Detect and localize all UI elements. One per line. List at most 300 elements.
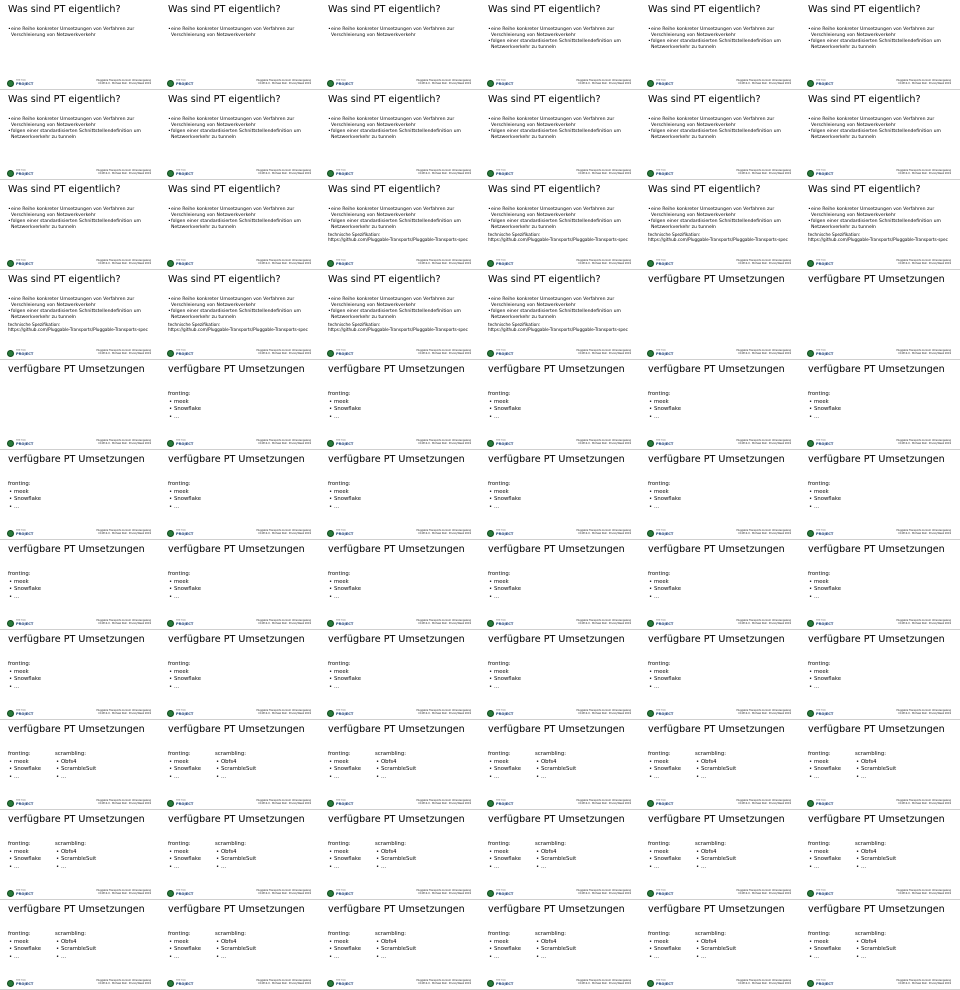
fronting-item: • meek <box>328 849 361 857</box>
fronting-item: • ... <box>808 954 841 962</box>
slide-thumbnail[interactable] <box>320 360 480 450</box>
footer-line-2: CC-BY-4.0 · Michael Pelz · PrivacyWeek 2019 <box>418 442 471 446</box>
scrambling-label: scrambling: <box>535 751 567 757</box>
slide-title: verfügbare PT Umsetzungen <box>328 634 465 645</box>
logo-text-bottom: PROJECT <box>336 532 354 536</box>
fronting-item: • ... <box>808 414 841 422</box>
logo-text-top: THE TOR <box>336 979 346 982</box>
slide-footer <box>640 349 800 359</box>
slide-thumbnail[interactable] <box>320 720 480 810</box>
fronting-item: • Snowflake <box>328 856 361 864</box>
fronting-item: • ... <box>8 684 41 692</box>
fronting-item: • meek <box>488 579 521 587</box>
footer-credits <box>416 529 471 535</box>
logo-text-top: THE TOR <box>656 169 666 172</box>
fronting-column <box>488 571 521 601</box>
logo-text-bottom: PROJECT <box>496 712 514 716</box>
slide-thumbnail[interactable] <box>160 720 320 810</box>
fronting-label: fronting: <box>328 391 351 397</box>
fronting-column <box>488 391 521 421</box>
scrambling-column <box>55 751 96 781</box>
slide-thumbnail[interactable] <box>800 90 960 180</box>
fronting-item: • Snowflake <box>808 586 841 594</box>
footer-credits <box>96 259 151 265</box>
tor-project-logo <box>167 259 194 268</box>
slide-thumbnail[interactable] <box>160 180 320 270</box>
onion-icon <box>487 800 494 807</box>
fronting-item: • ... <box>488 414 521 422</box>
slide-title: Was sind PT eigentlich? <box>328 4 441 15</box>
bullet-list <box>808 207 958 242</box>
slide-thumbnail[interactable] <box>800 630 960 720</box>
slide-thumbnail[interactable] <box>0 0 160 90</box>
onion-icon <box>647 440 654 447</box>
slide-thumbnail[interactable] <box>320 270 480 360</box>
slide-thumbnail[interactable] <box>160 630 320 720</box>
logo-text-top: THE TOR <box>336 439 346 442</box>
tor-project-logo <box>327 439 354 448</box>
footer-credits <box>896 799 951 805</box>
slide-footer <box>0 439 160 449</box>
logo-text-top: THE TOR <box>656 709 666 712</box>
slide-title: verfügbare PT Umsetzungen <box>328 724 465 735</box>
fronting-column <box>488 661 521 691</box>
tor-project-logo <box>7 259 34 268</box>
footer-credits <box>96 889 151 895</box>
slide-thumbnail[interactable] <box>640 180 800 270</box>
slide-title: verfügbare PT Umsetzungen <box>648 724 785 735</box>
fronting-item: • Snowflake <box>648 946 681 954</box>
fronting-label: fronting: <box>808 391 831 397</box>
tor-project-logo <box>327 799 354 808</box>
footer-line-2: CC-BY-4.0 · Michael Pelz · PrivacyWeek 2019 <box>258 442 311 446</box>
onion-icon <box>7 350 14 357</box>
slide-thumbnail[interactable] <box>800 450 960 540</box>
bullet-item: • eine Reihe konkreter Umsetzungen von Verfahren zur Verschleierung von Netzwerkverkehr <box>168 297 318 308</box>
slide-thumbnail[interactable] <box>0 720 160 810</box>
fronting-item: • Snowflake <box>168 406 201 414</box>
logo-text-top: THE TOR <box>176 259 186 262</box>
tor-project-logo <box>487 709 514 718</box>
footer-line-1: Pluggable Transports kurzum Umsozengeleng <box>896 169 951 172</box>
slide-thumbnail[interactable] <box>320 540 480 630</box>
footer-line-2: CC-BY-4.0 · Michael Pelz · PrivacyWeek 2019 <box>738 532 791 536</box>
slide-title: verfügbare PT Umsetzungen <box>648 364 785 375</box>
footer-credits <box>256 169 311 175</box>
fronting-label: fronting: <box>808 481 831 487</box>
slide-thumbnail[interactable] <box>160 360 320 450</box>
slide-thumbnail[interactable] <box>640 630 800 720</box>
slide-thumbnail[interactable] <box>160 270 320 360</box>
logo-text-bottom: PROJECT <box>496 982 514 986</box>
onion-icon <box>487 350 494 357</box>
slide-thumbnail[interactable] <box>640 90 800 180</box>
footer-line-1: Pluggable Transports kurzum Umsozengeleng <box>256 799 311 802</box>
onion-icon <box>327 260 334 267</box>
slide-thumbnail[interactable] <box>0 630 160 720</box>
fronting-column <box>488 751 521 781</box>
tor-project-logo <box>487 79 514 88</box>
footer-line-2: CC-BY-4.0 · Michael Pelz · PrivacyWeek 2019 <box>98 262 151 266</box>
footer-line-1: Pluggable Transports kurzum Umsozengeleng <box>416 259 471 262</box>
scrambling-item: • ... <box>215 864 256 872</box>
slide-title: verfügbare PT Umsetzungen <box>648 904 785 915</box>
slide-thumbnail[interactable] <box>320 810 480 900</box>
slide-thumbnail[interactable] <box>0 90 160 180</box>
fronting-label: fronting: <box>488 571 511 577</box>
onion-icon <box>327 440 334 447</box>
slide-thumbnail[interactable] <box>480 720 640 810</box>
slide-thumbnail[interactable] <box>640 270 800 360</box>
slide-footer <box>640 169 800 179</box>
slide-title: Was sind PT eigentlich? <box>808 184 921 195</box>
fronting-label: fronting: <box>808 841 831 847</box>
fronting-item: • meek <box>168 669 201 677</box>
tor-project-logo <box>647 619 674 628</box>
slide-thumbnail[interactable] <box>0 900 160 990</box>
slide-thumbnail[interactable] <box>640 720 800 810</box>
logo-text-bottom: PROJECT <box>656 442 674 446</box>
scrambling-item: • ScrambleSuit <box>695 856 736 864</box>
fronting-label: fronting: <box>168 751 191 757</box>
slide-footer <box>160 79 320 89</box>
footer-line-2: CC-BY-4.0 · Michael Pelz · PrivacyWeek 2019 <box>738 712 791 716</box>
footer-line-1: Pluggable Transports kurzum Umsozengeleng <box>576 349 631 352</box>
slide-footer <box>0 889 160 899</box>
fronting-label: fronting: <box>328 571 351 577</box>
fronting-label: fronting: <box>648 571 671 577</box>
scrambling-label: scrambling: <box>375 751 407 757</box>
logo-text-top: THE TOR <box>16 259 26 262</box>
slide-thumbnail[interactable] <box>480 90 640 180</box>
slide-thumbnail[interactable] <box>160 900 320 990</box>
slide-thumbnail[interactable] <box>480 270 640 360</box>
scrambling-item: • Obfs4 <box>855 759 896 767</box>
footer-line-1: Pluggable Transports kurzum Umsozengeleng <box>896 439 951 442</box>
scrambling-item: • ScrambleSuit <box>375 856 416 864</box>
bullet-list <box>488 117 638 141</box>
bullet-item: • folgen einer standardisierten Schnittstellendefinition um Netzwerkverkehr zu tunneln <box>648 129 798 140</box>
fronting-item: • meek <box>488 489 521 497</box>
slide-thumbnail[interactable] <box>640 0 800 90</box>
fronting-item: • meek <box>488 849 521 857</box>
slide-thumbnail[interactable] <box>480 0 640 90</box>
scrambling-item: • Obfs4 <box>55 939 96 947</box>
slide-thumbnail[interactable] <box>0 180 160 270</box>
logo-text-top: THE TOR <box>816 529 826 532</box>
onion-icon <box>647 80 654 87</box>
slide-thumbnail[interactable] <box>0 810 160 900</box>
footer-line-2: CC-BY-4.0 · Michael Pelz · PrivacyWeek 2019 <box>418 982 471 986</box>
footer-line-2: CC-BY-4.0 · Michael Pelz · PrivacyWeek 2019 <box>898 982 951 986</box>
logo-text-top: THE TOR <box>176 349 186 352</box>
footer-line-2: CC-BY-4.0 · Michael Pelz · PrivacyWeek 2019 <box>898 712 951 716</box>
fronting-item: • Snowflake <box>648 496 681 504</box>
spec-reference <box>8 322 158 332</box>
tor-project-logo <box>647 889 674 898</box>
fronting-label: fronting: <box>8 571 31 577</box>
logo-text-top: THE TOR <box>816 799 826 802</box>
onion-icon <box>167 890 174 897</box>
tor-project-logo <box>167 799 194 808</box>
bullet-list <box>8 117 158 141</box>
footer-line-1: Pluggable Transports kurzum Umsozengeleng <box>736 79 791 82</box>
fronting-item: • Snowflake <box>328 766 361 774</box>
slide-thumbnail[interactable] <box>480 540 640 630</box>
scrambling-label: scrambling: <box>215 931 247 937</box>
fronting-label: fronting: <box>648 751 671 757</box>
slide-footer <box>0 169 160 179</box>
footer-line-2: CC-BY-4.0 · Michael Pelz · PrivacyWeek 2019 <box>98 802 151 806</box>
footer-line-1: Pluggable Transports kurzum Umsozengeleng <box>896 79 951 82</box>
fronting-column <box>328 391 361 421</box>
footer-credits <box>256 799 311 805</box>
spec-label: technische Spezifikation: <box>808 232 861 238</box>
tor-project-logo <box>807 169 834 178</box>
logo-text-bottom: PROJECT <box>816 712 834 716</box>
slide-thumbnail[interactable] <box>480 450 640 540</box>
slide-thumbnail[interactable] <box>640 810 800 900</box>
fronting-item: • meek <box>168 939 201 947</box>
slide-thumbnail[interactable] <box>160 0 320 90</box>
fronting-item: • ... <box>488 504 521 512</box>
slide-thumbnail[interactable] <box>480 630 640 720</box>
fronting-item: • ... <box>648 594 681 602</box>
onion-icon <box>167 440 174 447</box>
logo-text-bottom: PROJECT <box>496 892 514 896</box>
fronting-label: fronting: <box>808 661 831 667</box>
scrambling-label: scrambling: <box>695 841 727 847</box>
spec-label: technische Spezifikation: <box>328 232 381 238</box>
slide-footer <box>160 799 320 809</box>
fronting-item: • ... <box>8 864 41 872</box>
logo-text-top: THE TOR <box>16 889 26 892</box>
slide-thumbnail[interactable] <box>0 270 160 360</box>
footer-line-1: Pluggable Transports kurzum Umsozengeleng <box>96 619 151 622</box>
fronting-item: • ... <box>648 864 681 872</box>
footer-line-2: CC-BY-4.0 · Michael Pelz · PrivacyWeek 2019 <box>98 172 151 176</box>
fronting-item: • meek <box>488 669 521 677</box>
slide-thumbnail[interactable] <box>160 90 320 180</box>
slide-thumbnail[interactable] <box>800 360 960 450</box>
fronting-column <box>488 841 521 871</box>
fronting-item: • Snowflake <box>8 496 41 504</box>
slide-thumbnail[interactable] <box>800 270 960 360</box>
logo-text-bottom: PROJECT <box>336 172 354 176</box>
spec-reference <box>168 322 318 332</box>
slide-footer <box>320 889 480 899</box>
tor-project-logo <box>167 889 194 898</box>
slide-title: Was sind PT eigentlich? <box>328 184 441 195</box>
scrambling-label: scrambling: <box>855 751 887 757</box>
scrambling-column <box>855 931 896 961</box>
slide-title: verfügbare PT Umsetzungen <box>168 544 305 555</box>
logo-text-top: THE TOR <box>496 889 506 892</box>
slide-title: verfügbare PT Umsetzungen <box>648 544 785 555</box>
fronting-item: • meek <box>328 669 361 677</box>
fronting-item: • meek <box>808 669 841 677</box>
slide-footer <box>320 259 480 269</box>
footer-line-1: Pluggable Transports kurzum Umsozengeleng <box>256 169 311 172</box>
fronting-column <box>168 751 201 781</box>
slide-thumbnail[interactable] <box>480 180 640 270</box>
slide-footer <box>800 619 960 629</box>
slide-footer <box>160 439 320 449</box>
footer-credits <box>576 979 631 985</box>
fronting-item: • Snowflake <box>488 496 521 504</box>
logo-text-top: THE TOR <box>16 799 26 802</box>
fronting-item: • ... <box>328 504 361 512</box>
footer-line-1: Pluggable Transports kurzum Umsozengeleng <box>576 169 631 172</box>
fronting-label: fronting: <box>168 481 191 487</box>
fronting-item: • Snowflake <box>808 766 841 774</box>
slide-thumbnail[interactable] <box>320 180 480 270</box>
logo-text-bottom: PROJECT <box>336 622 354 626</box>
tor-project-logo <box>327 169 354 178</box>
slide-thumbnail[interactable] <box>800 720 960 810</box>
slide-thumbnail[interactable] <box>320 90 480 180</box>
footer-line-1: Pluggable Transports kurzum Umsozengeleng <box>896 799 951 802</box>
footer-line-1: Pluggable Transports kurzum Umsozengeleng <box>736 259 791 262</box>
fronting-item: • Snowflake <box>808 496 841 504</box>
slide-title: Was sind PT eigentlich? <box>488 4 601 15</box>
scrambling-label: scrambling: <box>855 931 887 937</box>
slide-thumbnail[interactable] <box>320 450 480 540</box>
slide-title: verfügbare PT Umsetzungen <box>328 454 465 465</box>
fronting-item: • Snowflake <box>648 676 681 684</box>
slide-thumbnail[interactable] <box>480 900 640 990</box>
fronting-item: • meek <box>168 579 201 587</box>
slide-thumbnail[interactable] <box>640 450 800 540</box>
slide-thumbnail[interactable] <box>0 450 160 540</box>
fronting-item: • meek <box>328 579 361 587</box>
slide-thumbnail[interactable] <box>640 540 800 630</box>
fronting-column <box>488 931 521 961</box>
scrambling-item: • ... <box>55 774 96 782</box>
slide-thumbnail[interactable] <box>800 0 960 90</box>
footer-line-2: CC-BY-4.0 · Michael Pelz · PrivacyWeek 2019 <box>98 622 151 626</box>
logo-text-top: THE TOR <box>656 889 666 892</box>
logo-text-bottom: PROJECT <box>656 352 674 356</box>
tor-project-logo <box>167 709 194 718</box>
slide-thumbnail[interactable] <box>320 900 480 990</box>
scrambling-column <box>375 751 416 781</box>
footer-line-2: CC-BY-4.0 · Michael Pelz · PrivacyWeek 2019 <box>98 82 151 86</box>
slide-thumbnail[interactable] <box>800 540 960 630</box>
slide-thumbnail[interactable] <box>480 810 640 900</box>
onion-icon <box>487 80 494 87</box>
slide-thumbnail[interactable] <box>800 810 960 900</box>
slide-thumbnail[interactable] <box>160 450 320 540</box>
logo-text-bottom: PROJECT <box>336 442 354 446</box>
bullet-item: • folgen einer standardisierten Schnittstellendefinition um Netzwerkverkehr zu tunneln <box>648 39 798 50</box>
footer-line-1: Pluggable Transports kurzum Umsozengeleng <box>256 529 311 532</box>
scrambling-column <box>215 751 256 781</box>
slide-thumbnail[interactable] <box>480 360 640 450</box>
slide-thumbnail[interactable] <box>0 360 160 450</box>
tor-project-logo <box>7 709 34 718</box>
fronting-item: • meek <box>488 399 521 407</box>
onion-icon <box>167 980 174 987</box>
bullet-item: • eine Reihe konkreter Umsetzungen von Verfahren zur Verschleierung von Netzwerkverkehr <box>328 297 478 308</box>
slide-thumbnail[interactable] <box>800 180 960 270</box>
footer-line-1: Pluggable Transports kurzum Umsozengeleng <box>576 889 631 892</box>
logo-text-bottom: PROJECT <box>816 622 834 626</box>
fronting-column <box>648 391 681 421</box>
logo-text-bottom: PROJECT <box>16 532 34 536</box>
fronting-label: fronting: <box>808 931 831 937</box>
tor-project-logo <box>807 259 834 268</box>
footer-credits <box>576 79 631 85</box>
slide-title: verfügbare PT Umsetzungen <box>488 814 625 825</box>
tor-project-logo <box>327 259 354 268</box>
slide-thumbnail[interactable] <box>160 810 320 900</box>
fronting-item: • Snowflake <box>488 766 521 774</box>
fronting-item: • meek <box>808 579 841 587</box>
slide-footer <box>320 619 480 629</box>
bullet-list <box>168 207 318 231</box>
fronting-column <box>648 841 681 871</box>
fronting-item: • ... <box>8 504 41 512</box>
footer-credits <box>576 169 631 175</box>
slide-thumbnail[interactable] <box>160 540 320 630</box>
fronting-item: • Snowflake <box>8 766 41 774</box>
slide-title: Was sind PT eigentlich? <box>8 4 121 15</box>
footer-credits <box>256 529 311 535</box>
fronting-column <box>8 661 41 691</box>
onion-icon <box>7 170 14 177</box>
footer-credits <box>736 79 791 85</box>
slide-footer <box>320 529 480 539</box>
onion-icon <box>647 170 654 177</box>
slide-thumbnail[interactable] <box>0 540 160 630</box>
logo-text-top: THE TOR <box>496 79 506 82</box>
onion-icon <box>167 800 174 807</box>
fronting-item: • Snowflake <box>808 946 841 954</box>
slide-title: verfügbare PT Umsetzungen <box>8 544 145 555</box>
fronting-label: fronting: <box>328 661 351 667</box>
scrambling-item: • ... <box>695 864 736 872</box>
slide-thumbnail[interactable] <box>800 900 960 990</box>
logo-text-bottom: PROJECT <box>816 262 834 266</box>
slide-thumbnail[interactable] <box>320 630 480 720</box>
fronting-label: fronting: <box>648 481 671 487</box>
onion-icon <box>487 980 494 987</box>
tor-project-logo <box>7 529 34 538</box>
footer-line-2: CC-BY-4.0 · Michael Pelz · PrivacyWeek 2019 <box>258 622 311 626</box>
bullet-list <box>328 117 478 141</box>
onion-icon <box>647 800 654 807</box>
onion-icon <box>167 350 174 357</box>
footer-line-2: CC-BY-4.0 · Michael Pelz · PrivacyWeek 2019 <box>578 802 631 806</box>
footer-credits <box>416 349 471 355</box>
slide-footer <box>800 349 960 359</box>
logo-text-bottom: PROJECT <box>176 442 194 446</box>
bullet-item: • eine Reihe konkreter Umsetzungen von Verfahren zur Verschleierung von Netzwerkverkehr <box>648 207 798 218</box>
onion-icon <box>167 710 174 717</box>
logo-text-top: THE TOR <box>496 439 506 442</box>
fronting-item: • Snowflake <box>488 856 521 864</box>
footer-line-1: Pluggable Transports kurzum Umsozengeleng <box>896 889 951 892</box>
slide-footer <box>800 439 960 449</box>
fronting-label: fronting: <box>168 391 191 397</box>
slide-thumbnail[interactable] <box>640 360 800 450</box>
slide-thumbnail[interactable] <box>640 900 800 990</box>
footer-credits <box>736 529 791 535</box>
slide-thumbnail[interactable] <box>320 0 480 90</box>
fronting-item: • Snowflake <box>648 766 681 774</box>
logo-text-bottom: PROJECT <box>16 82 34 86</box>
